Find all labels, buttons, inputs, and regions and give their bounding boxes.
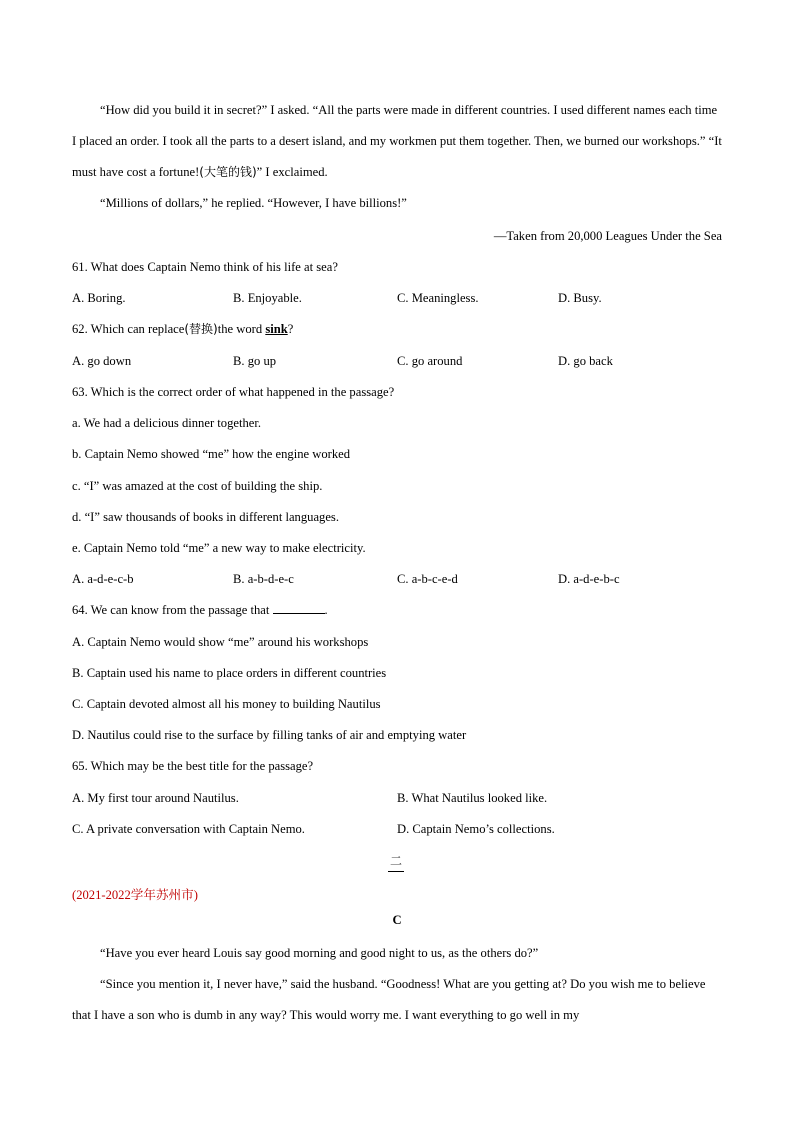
answer-blank [273, 602, 325, 614]
q63-event-e: e. Captain Nemo told “me” a new way to make electricity. [72, 541, 366, 555]
q63-option-c[interactable]: C. a-b-c-e-d [397, 572, 458, 586]
question-61-stem: 61. What does Captain Nemo think of his life at sea? [72, 260, 338, 274]
q64-option-d[interactable]: D. Nautilus could rise to the surface by filling tanks of air and emptying water [72, 728, 467, 742]
story2-paragraph-2: “Since you mention it, I never have,” said the husband. “Goodness! What are you getting at? Do you wish me to believe that I have a son who is dumb in any way? This would worry me. I want everything to go well in my [72, 977, 706, 1022]
q63-event-a: a. We had a delicious dinner together. [72, 416, 261, 430]
q63-event-c: c. “I” was amazed at the cost of building the ship. [72, 479, 323, 493]
q62-option-d[interactable]: D. go back [558, 354, 613, 368]
q62-option-c[interactable]: C. go around [397, 354, 463, 368]
chinese-gloss: (大笔的钱) [199, 165, 257, 179]
q63-option-b[interactable]: B. a-b-d-e-c [233, 572, 294, 586]
q63-event-b: b. Captain Nemo showed “me” how the engine worked [72, 447, 351, 461]
keyword-sink: sink [265, 322, 288, 336]
passage-credit: —Taken from 20,000 Leagues Under the Sea [493, 229, 722, 243]
q61-option-d[interactable]: D. Busy. [558, 291, 602, 305]
q65-option-c[interactable]: C. A private conversation with Captain Nemo. [72, 822, 305, 836]
story-paragraph-1: “How did you build it in secret?” I asked. “All the parts were made in different countries. I used different names each time I placed an order. I took all the parts to a desert island, and my workmen put them together. Then, we burned our workshops.” “It must have cost a fortune!(大笔的钱)” I exclaimed. [72, 103, 722, 179]
q64-option-c[interactable]: C. Captain devoted almost all his money to building Nautilus [72, 697, 381, 711]
q61-option-c[interactable]: C. Meaningless. [397, 291, 479, 305]
q61-option-a[interactable]: A. Boring. [72, 291, 126, 305]
chinese-gloss: (替换) [184, 322, 218, 336]
story2-paragraph-1: “Have you ever heard Louis say good morning and good night to us, as the others do?” [100, 946, 539, 960]
q62-option-a[interactable]: A. go down [72, 354, 132, 368]
q65-option-d[interactable]: D. Captain Nemo’s collections. [397, 822, 555, 836]
question-65-stem: 65. Which may be the best title for the passage? [72, 759, 314, 773]
q65-option-b[interactable]: B. What Nautilus looked like. [397, 791, 548, 805]
section-divider-mark: 二 [388, 852, 404, 866]
q62-option-b[interactable]: B. go up [233, 354, 277, 368]
question-64-stem: 64. We can know from the passage that . [72, 603, 328, 617]
question-63-stem: 63. Which is the correct order of what happened in the passage? [72, 385, 395, 399]
q63-event-d: d. “I” saw thousands of books in different languages. [72, 510, 339, 524]
q64-option-b[interactable]: B. Captain used his name to place orders in different countries [72, 666, 387, 680]
q63-option-d[interactable]: D. a-d-e-b-c [558, 572, 620, 586]
q64-option-a[interactable]: A. Captain Nemo would show “me” around his workshops [72, 635, 369, 649]
section-letter: C [392, 913, 402, 927]
question-62-stem: 62. Which can replace(替换)the word sink? [72, 322, 294, 336]
q63-option-a[interactable]: A. a-d-e-c-b [72, 572, 134, 586]
source-label: (2021-2022学年苏州市) [72, 888, 198, 902]
q65-option-a[interactable]: A. My first tour around Nautilus. [72, 791, 239, 805]
q61-option-b[interactable]: B. Enjoyable. [233, 291, 302, 305]
story-paragraph-2: “Millions of dollars,” he replied. “However, I have billions!” [100, 196, 407, 210]
